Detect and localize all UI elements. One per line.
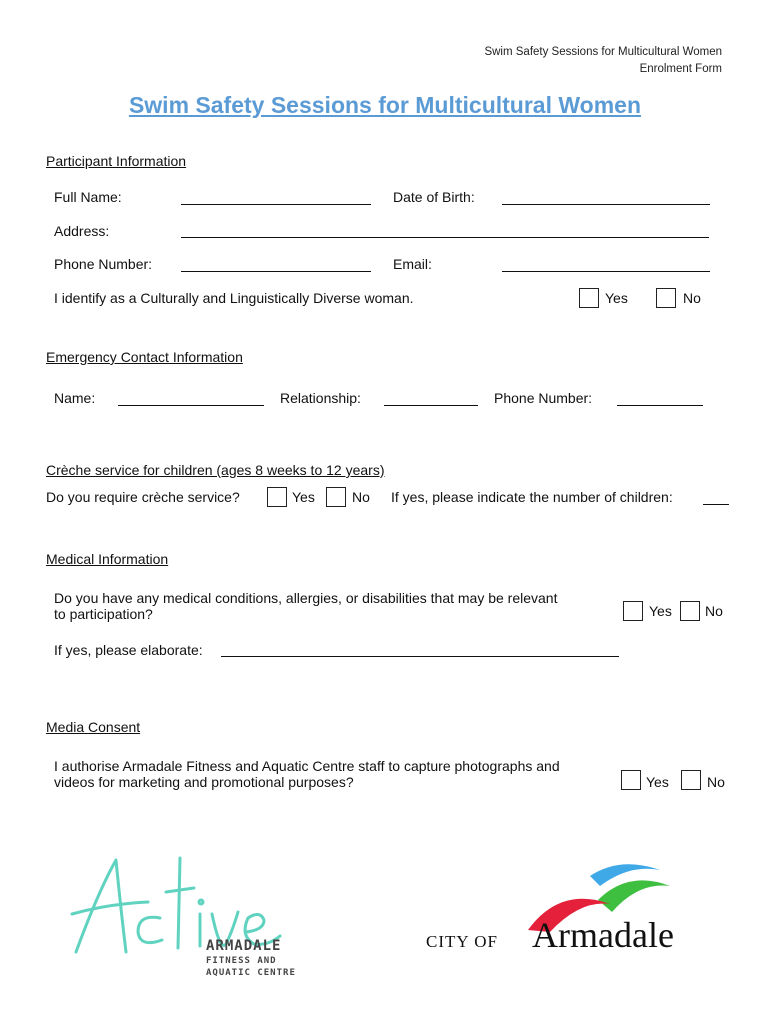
- emergency-relationship-label: Relationship:: [280, 390, 361, 406]
- cald-no-label: No: [683, 290, 701, 306]
- active-logo-aquatic: AQUATIC CENTRE: [206, 968, 296, 978]
- cald-no-checkbox[interactable]: [656, 288, 676, 308]
- full-name-field[interactable]: [181, 204, 371, 205]
- medical-question-line2: to participation?: [54, 606, 153, 622]
- medical-no-checkbox[interactable]: [680, 601, 700, 621]
- medical-yes-label: Yes: [649, 603, 672, 619]
- dob-label: Date of Birth:: [393, 189, 475, 205]
- dob-field[interactable]: [502, 204, 710, 205]
- cald-yes-label: Yes: [605, 290, 628, 306]
- armadale-wordmark: Armadale: [532, 915, 674, 955]
- medical-elaborate-label: If yes, please elaborate:: [54, 642, 203, 658]
- creche-no-label: No: [352, 489, 370, 505]
- cald-yes-checkbox[interactable]: [579, 288, 599, 308]
- medical-elaborate-field[interactable]: [221, 656, 619, 657]
- header-subtitle: Enrolment Form: [639, 63, 722, 75]
- document-header: [484, 44, 722, 78]
- header-title: Swim Safety Sessions for Multicultural Women: [484, 46, 722, 58]
- media-question-line2: videos for marketing and promotional purposes?: [54, 774, 354, 790]
- media-yes-label: Yes: [646, 774, 669, 790]
- full-name-label: Full Name:: [54, 189, 122, 205]
- creche-children-field[interactable]: [703, 504, 729, 505]
- creche-yes-checkbox[interactable]: [267, 487, 287, 507]
- emergency-heading: Emergency Contact Information: [46, 349, 243, 365]
- cald-question: I identify as a Culturally and Linguistically Diverse woman.: [54, 290, 414, 306]
- medical-yes-checkbox[interactable]: [623, 601, 643, 621]
- media-no-checkbox[interactable]: [681, 770, 701, 790]
- media-no-label: No: [707, 774, 725, 790]
- creche-no-checkbox[interactable]: [326, 487, 346, 507]
- emergency-name-label: Name:: [54, 390, 96, 406]
- media-yes-checkbox[interactable]: [621, 770, 641, 790]
- phone-field[interactable]: [181, 271, 371, 272]
- creche-children-label: If yes, please indicate the number of children:: [391, 489, 673, 505]
- emergency-relationship-field[interactable]: [384, 405, 478, 406]
- address-label: Address:: [54, 223, 110, 239]
- creche-heading: Crèche service for children (ages 8 weeks to 12 years): [46, 462, 385, 478]
- city-of-armadale-logo: [420, 856, 720, 956]
- form-title: Swim Safety Sessions for Multicultural Women: [128, 92, 642, 118]
- creche-question: Do you require crèche service?: [46, 489, 240, 505]
- active-logo-fitness: FITNESS AND: [206, 956, 277, 966]
- emergency-name-field[interactable]: [118, 405, 264, 406]
- media-heading: Media Consent: [46, 719, 141, 735]
- phone-label: Phone Number:: [54, 256, 153, 272]
- active-logo-armadale: ARMADALE: [206, 938, 282, 954]
- emergency-phone-label: Phone Number:: [494, 390, 593, 406]
- email-label: Email:: [393, 256, 432, 272]
- medical-question-line1: Do you have any medical conditions, allergies, or disabilities that may be relevant: [54, 590, 558, 606]
- active-armadale-logo: [68, 852, 298, 987]
- emergency-phone-field[interactable]: [617, 405, 703, 406]
- active-script-icon: [68, 852, 298, 987]
- email-field[interactable]: [502, 271, 710, 272]
- address-field[interactable]: [181, 237, 709, 238]
- medical-no-label: No: [705, 603, 723, 619]
- participant-heading: Participant Information: [46, 153, 187, 169]
- medical-heading: Medical Information: [46, 551, 169, 567]
- creche-yes-label: Yes: [292, 489, 315, 505]
- media-question-line1: I authorise Armadale Fitness and Aquatic Centre staff to capture photographs and: [54, 758, 560, 774]
- city-of-text: CITY OF: [426, 932, 499, 951]
